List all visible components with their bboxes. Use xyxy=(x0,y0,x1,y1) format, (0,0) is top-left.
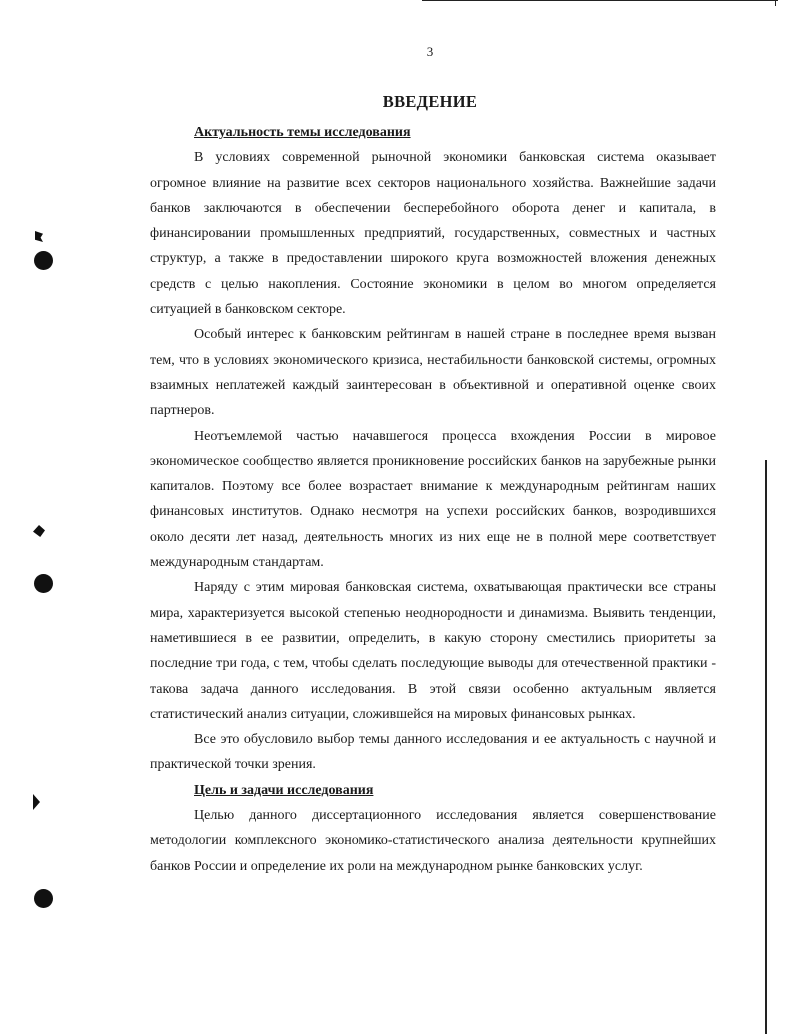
section-heading-relevance: Актуальность темы исследования xyxy=(194,125,411,140)
paragraph-5: Все это обусловило выбор темы данного исследования и ее актуальность с научной и практической точки зрения. xyxy=(150,732,716,773)
binder-hole-1 xyxy=(34,251,53,270)
section-heading-goals: Цель и задачи исследования xyxy=(194,782,374,798)
paragraph-6: Целью данного диссертационного исследования является совершенствование методологии комплексного экономико-статистического анализа деятельности крупнейших банков России и определение их роли на международном рынке банковских услуг. xyxy=(150,808,716,874)
top-border-tick xyxy=(775,0,776,6)
binder-hole-3 xyxy=(34,889,53,908)
paragraph-4: Наряду с этим мировая банковская система, охватывающая практически все страны мира, характеризуется высокой степенью неоднородности и динамизма. Выявить тенденции, наметившиеся в ее развитии, определить, в какую сторону сместились приоритеты за последние три года, с тем, чтобы сделать последующие выводы для отечественной практики - такова задача данного исследования. В этой связи особенно актуальным является статистический анализ ситуации, сложившейся на мировых финансовых рынках. xyxy=(150,580,716,722)
paragraph-2: Особый интерес к банковским рейтингам в нашей стране в последнее время вызван тем, что в условиях экономического кризиса, нестабильности банковской системы, огромных взаимных неплатежей каждый заинтересован в объективной и оперативной оценке своих партнеров. xyxy=(150,327,716,419)
scan-speck-2 xyxy=(33,525,45,537)
binder-hole-2 xyxy=(34,574,53,593)
right-margin-line xyxy=(765,460,767,1034)
top-border-line xyxy=(422,0,778,1)
scan-speck-3 xyxy=(33,794,40,810)
paragraph-1: В условиях современной рыночной экономики банковская система оказывает огромное влияние на развитие всех секторов национального хозяйства. Важнейшие задачи банков заключаются в обеспечении бесперебойного оборота денег и капитала, в финансировании промышленных предприятий, государственных, совместных и частных структур, а также в предоставлении широкого круга возможностей вложения денежных средств с целью накопления. Состояние экономики в целом во многом определяется ситуацией в банковском секторе. xyxy=(150,150,716,318)
paragraph-3: Неотъемлемой частью начавшегося процесса вхождения России в мировое экономическое сообщество является проникновение российских банков на зарубежные рынки капиталов. Поэтому все более возрастает внимание к международным рейтингам наших финансовых институтов. Однако несмотря на успехи российских банков, возродившихся около десяти лет назад, деятельность многих из них еще не в полной мере соответствует международным стандартам. xyxy=(150,428,716,571)
page-title: ВВЕДЕНИЕ xyxy=(382,92,478,111)
document-body xyxy=(150,120,716,879)
scan-speck-1 xyxy=(35,231,43,242)
page-number: 3 xyxy=(426,44,434,59)
